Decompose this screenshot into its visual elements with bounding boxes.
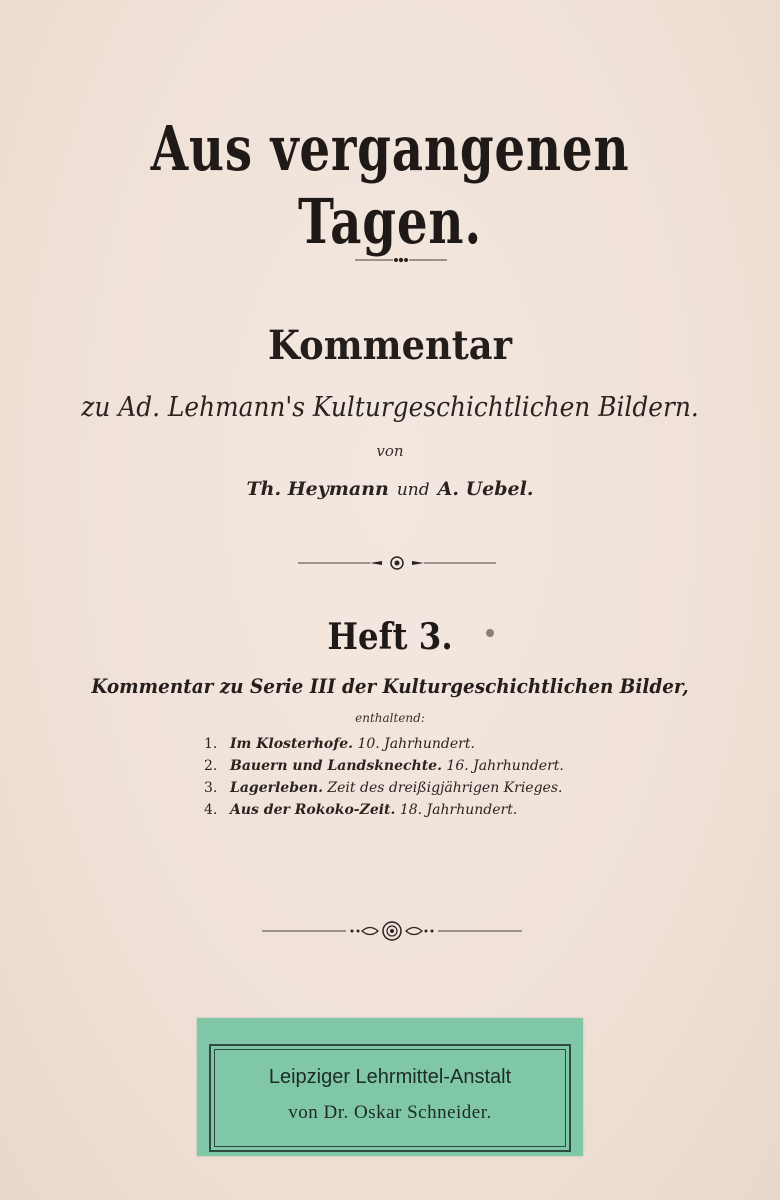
item-number: 4. (204, 802, 218, 818)
item-title: Im Klosterhofe. (230, 736, 354, 752)
author-2: A. Uebel. (437, 478, 534, 500)
list-item (204, 758, 624, 780)
author-1: Th. Heymann (246, 478, 389, 500)
ornament-divider-2 (298, 555, 496, 571)
item-title: Aus der Rokoko-Zeit. (230, 802, 396, 818)
ornament-divider-3 (262, 918, 522, 944)
series-line: Kommentar zu Serie III der Kulturgeschichtlichen Bilder, (91, 674, 689, 698)
list-item (204, 802, 624, 824)
item-number: 3. (204, 780, 218, 796)
heading: Kommentar (267, 322, 513, 369)
contents-list (204, 736, 624, 824)
containing-label: enthaltend: (355, 711, 425, 725)
ink-speck (486, 629, 494, 637)
publisher-name: Leipziger Lehrmittel-Anstalt (268, 1066, 512, 1088)
by-label: von (376, 442, 404, 460)
item-number: 2. (204, 758, 218, 774)
stamp-inner-border (214, 1049, 566, 1147)
issue-number: Heft 3. (327, 616, 453, 658)
publisher-owner: von Dr. Oskar Schneider. (288, 1102, 492, 1123)
ornament-divider-1 (355, 254, 447, 266)
list-item (204, 780, 624, 802)
book-title: Aus vergangenen Tagen. (150, 112, 630, 258)
subheading: zu Ad. Lehmann's Kulturgeschichtlichen Bildern. (81, 392, 699, 423)
item-title: Lagerleben. (230, 780, 323, 796)
stamp-border (209, 1044, 571, 1152)
authors (0, 478, 780, 500)
item-period: 10. Jahrhundert. (357, 736, 475, 752)
list-item (204, 736, 624, 758)
item-period: Zeit des dreißigjährigen Krieges. (327, 780, 563, 796)
and-label: und (396, 480, 430, 500)
publisher-stamp (197, 1018, 583, 1156)
item-period: 18. Jahrhundert. (399, 802, 518, 818)
item-title: Bauern und Landsknechte. (230, 758, 442, 774)
item-period: 16. Jahrhundert. (446, 758, 564, 774)
item-number: 1. (204, 736, 218, 752)
